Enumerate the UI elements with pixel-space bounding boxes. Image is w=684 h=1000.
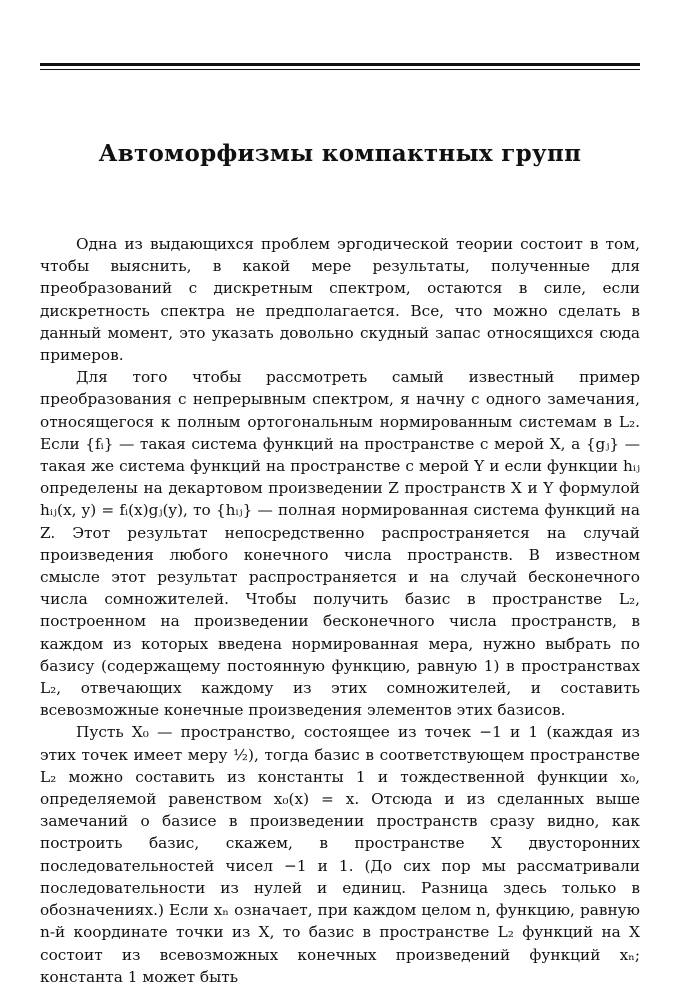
paragraph-1: Одна из выдающихся проблем эргодической теории состоит в том, чтобы выяснить, в какой мере результаты, полученные для преобразований с дискретным спектром, остаются в силе, если дискретность спектра не предполагается. Все, что можно сделать в данный момент, это указать довольно скудный запас относящихся сюда примеров. bbox=[40, 235, 640, 365]
header-rule-thin bbox=[40, 69, 640, 70]
body-text bbox=[40, 233, 640, 988]
paragraph-2: Для того чтобы рассмотреть самый известный пример преобразования с непрерывным спектром, я начну с одного замечания, относящегося к полным ортогональным нормированным системам в L₂. Если {fᵢ} — такая система функций на пространстве с мерой X, а {gⱼ} — такая же система функций на пространстве с мерой Y и если функции hᵢⱼ определены на декартовом произведении Z пространств X и Y формулой hᵢⱼ(x, y) = fᵢ(x)gⱼ(y), то {hᵢⱼ} — полная нормированная система функций на Z. Этот результат непосредственно распространяется на случай произведения любого конечного числа пространств. В известном смысле этот результат распространяется и на случай бесконечного числа сомножителей. Чтобы получить базис в пространстве L₂, построенном на произведении бесконечного числа пространств, в каждом из которых введена нормированная мера, нужно выбрать по базису (содержащему постоянную функцию, равную 1) в пространствах L₂, отвечающих каждому из этих сомножителей, и составить всевозможные конечные произведения элементов этих базисов. bbox=[40, 368, 640, 720]
paragraph-3: Пусть X₀ — пространство, состоящее из точек −1 и 1 (каждая из этих точек имеет меру ½), тогда базис в соответствующем пространстве L₂ можно составить из константы 1 и тождественной функции x₀, определяемой равенством x₀(x) = x. Отсюда и из сделанных выше замечаний о базисе в произведении пространств сразу видно, как построить базис, скажем, в пространстве X двусторонних последовательностей чисел −1 и 1. (До сих пор мы рассматривали последовательности из нулей и единиц. Разница здесь только в обозначениях.) Если xₙ означает, при каждом целом n, функцию, равную n-й координате точки из X, то базис в пространстве L₂ функций на X состоит из всевозможных конечных произведений функций xₙ; константа 1 может быть bbox=[40, 723, 640, 986]
chapter-title: Автоморфизмы компактных групп bbox=[98, 140, 582, 167]
header-rule-thick bbox=[40, 63, 640, 66]
